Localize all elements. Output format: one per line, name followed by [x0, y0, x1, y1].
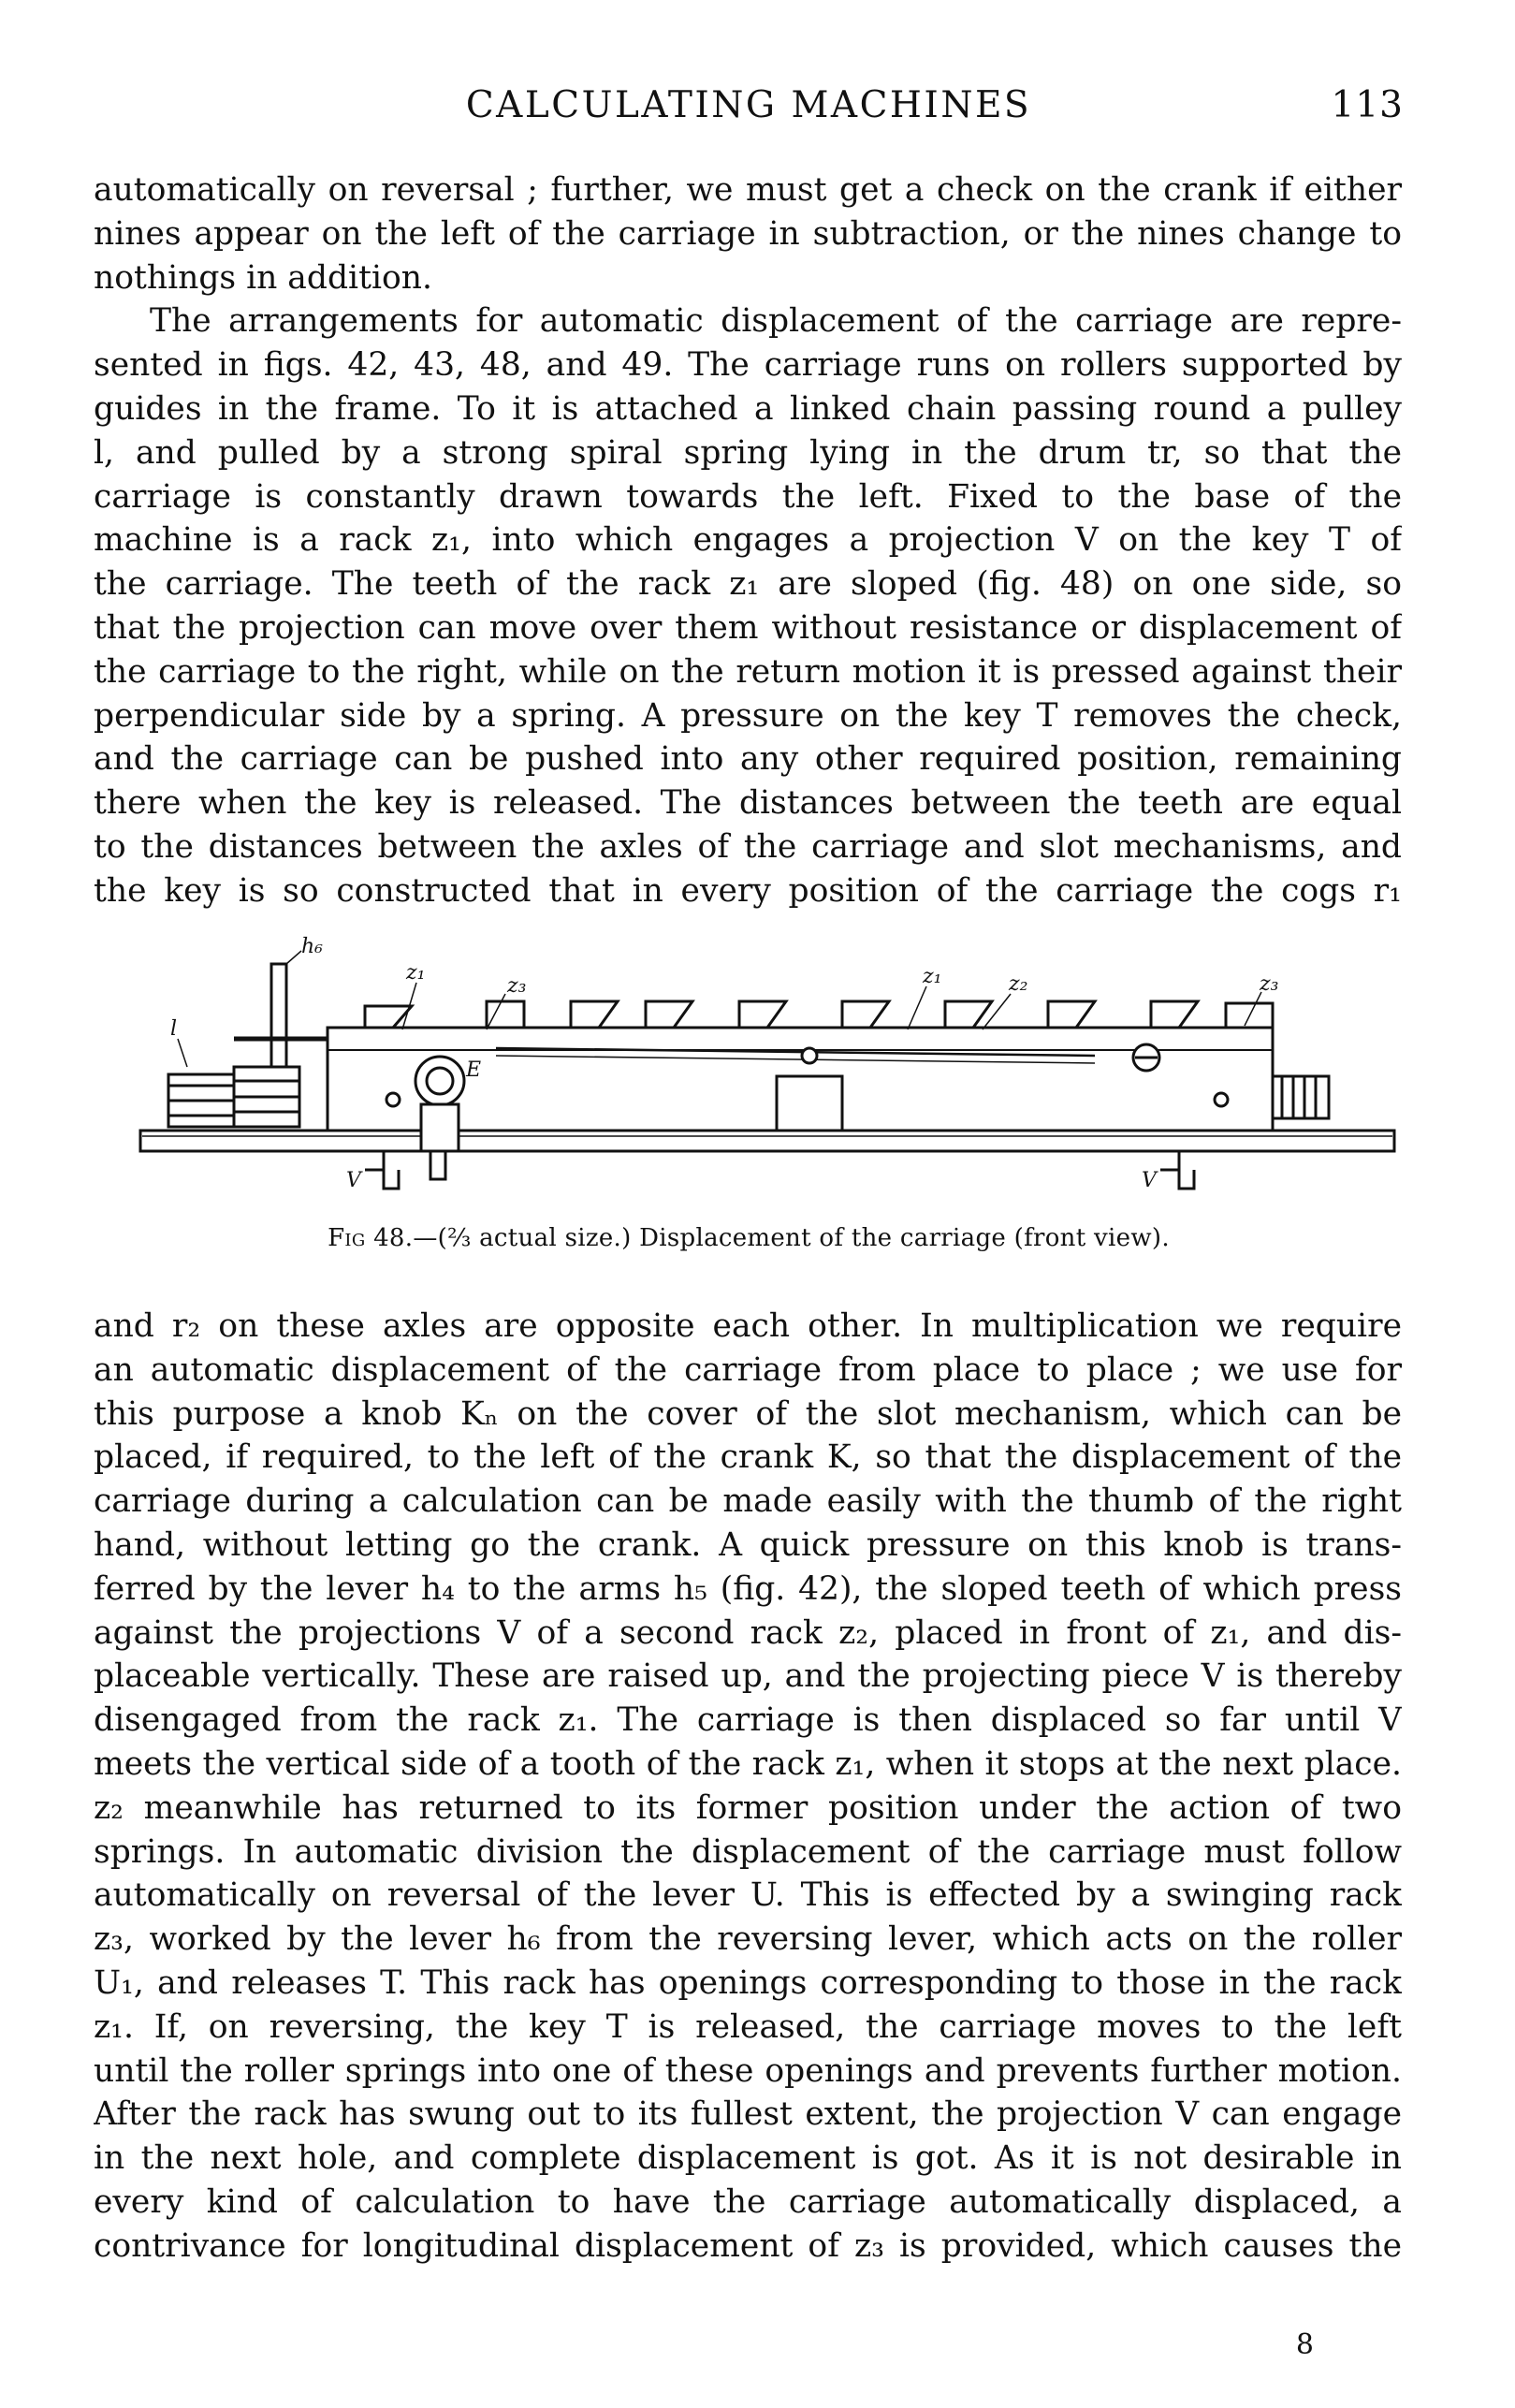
- text-line: every kind of calculation to have the carriage automatically displaced, a: [94, 2182, 1402, 2221]
- text-line: disengaged from the rack z₁. The carriage is then displaced so far until V: [94, 1701, 1402, 1740]
- text-line: meets the vertical side of a tooth of the rack z₁, when it stops at the next place.: [94, 1744, 1402, 1783]
- paragraph-top: [94, 168, 1402, 913]
- text-line: U₁, and releases T. This rack has openings corresponding to those in the rack: [94, 1963, 1402, 2002]
- running-title: CALCULATING MACHINES: [465, 84, 1032, 126]
- text-line: placeable vertically. These are raised up, and the projecting piece V is thereby: [94, 1657, 1402, 1696]
- text-line: z₁. If, on reversing, the key T is released, the carriage moves to the left: [94, 2007, 1402, 2046]
- paragraph-bottom: [94, 1305, 1402, 2269]
- figure-48-carriage-diagram: [84, 936, 1413, 1217]
- text-line: z₃, worked by the lever h₆ from the reversing lever, which acts on the roller: [94, 1920, 1402, 1959]
- text-line: against the projections V of a second rack z₂, placed in front of z₁, and dis-: [94, 1613, 1402, 1652]
- label-h6: h₆: [301, 936, 323, 958]
- figure-caption: [94, 1224, 1404, 1252]
- text-line: z₂ meanwhile has returned to its former position under the action of two: [94, 1788, 1402, 1827]
- text-line: guides in the frame. To it is attached a linked chain passing round a pulley: [94, 389, 1402, 428]
- text-line: and r₂ on these axles are opposite each other. In multiplication we require: [94, 1307, 1402, 1345]
- text-line: to the distances between the axles of the carriage and slot mechanisms, and: [94, 827, 1402, 866]
- text-line: The arrangements for automatic displacement of the carriage are repre-: [150, 302, 1402, 341]
- label-V-left: V: [346, 1169, 361, 1192]
- page-number: 113: [1331, 84, 1404, 126]
- text-line: that the projection can move over them without resistance or displacement of: [94, 608, 1402, 647]
- label-z1-left: z₁: [406, 961, 426, 985]
- text-line: this purpose a knob Kₙ on the cover of the slot mechanism, which can be: [94, 1394, 1402, 1433]
- running-head: [94, 79, 1404, 135]
- text-line: hand, without letting go the crank. A quick pressure on this knob is trans-: [94, 1525, 1402, 1564]
- text-line: nothings in addition.: [94, 258, 432, 297]
- text-line: in the next hole, and complete displacement is got. As it is not desirable in: [94, 2139, 1402, 2178]
- figure-description: Displacement of the carriage (front view).: [639, 1224, 1170, 1252]
- label-z1-right: z₁: [923, 965, 942, 988]
- text-line: machine is a rack z₁, into which engages a projection V on the key T of: [94, 521, 1402, 560]
- text-line: After the rack has swung out to its fullest extent, the projection V can engage: [94, 2095, 1402, 2134]
- text-line: the key is so constructed that in every position of the carriage the cogs r₁: [94, 871, 1402, 910]
- text-line: an automatic displacement of the carriage from place to place ; we use for: [94, 1350, 1402, 1389]
- text-line: carriage is constantly drawn towards the left. Fixed to the base of the: [94, 477, 1402, 516]
- text-line: l, and pulled by a strong spiral spring lying in the drum tr, so that the: [94, 433, 1402, 472]
- text-line: the carriage to the right, while on the return motion it is pressed against their: [94, 652, 1402, 691]
- label-E: E: [466, 1058, 482, 1082]
- text-line: perpendicular side by a spring. A pressure on the key T removes the check,: [94, 696, 1402, 735]
- text-line: ferred by the lever h₄ to the arms h₅ (fig. 42), the sloped teeth of which press: [94, 1569, 1402, 1608]
- text-line: springs. In automatic division the displacement of the carriage must follow: [94, 1832, 1402, 1871]
- label-V-right: V: [1142, 1169, 1157, 1192]
- text-line: nines appear on the left of the carriage in subtraction, or the nines change to: [94, 214, 1402, 253]
- text-line: the carriage. The teeth of the rack z₁ are sloped (fig. 48) on one side, so: [94, 565, 1402, 604]
- text-line: placed, if required, to the left of the crank K, so that the displacement of the: [94, 1438, 1402, 1477]
- text-line: carriage during a calculation can be made easily with the thumb of the right: [94, 1482, 1402, 1521]
- carriage-mechanism-illustration: [84, 936, 1413, 1217]
- label-z3-right: z₃: [1260, 972, 1279, 996]
- text-line: contrivance for longitudinal displacement of z₃ is provided, which causes the: [94, 2226, 1402, 2265]
- text-line: sented in figs. 42, 43, 48, and 49. The carriage runs on rollers supported by: [94, 346, 1402, 385]
- text-line: until the roller springs into one of these openings and prevents further motion.: [94, 2051, 1402, 2090]
- text-line: automatically on reversal ; further, we must get a check on the crank if either: [94, 171, 1402, 209]
- label-l: l: [170, 1017, 178, 1041]
- label-z2: z₂: [1009, 972, 1028, 996]
- label-z3-left: z₃: [507, 974, 527, 998]
- text-line: there when the key is released. The distances between the teeth are equal: [94, 784, 1402, 823]
- text-line: and the carriage can be pushed into any other required position, remaining: [94, 740, 1402, 779]
- text-line: automatically on reversal of the lever U. This is effected by a swinging rack: [94, 1876, 1402, 1915]
- figure-number: Fig 48.—: [328, 1224, 438, 1252]
- figure-scale: (⅔ actual size.): [437, 1224, 632, 1252]
- signature-mark: 8: [1295, 2328, 1314, 2361]
